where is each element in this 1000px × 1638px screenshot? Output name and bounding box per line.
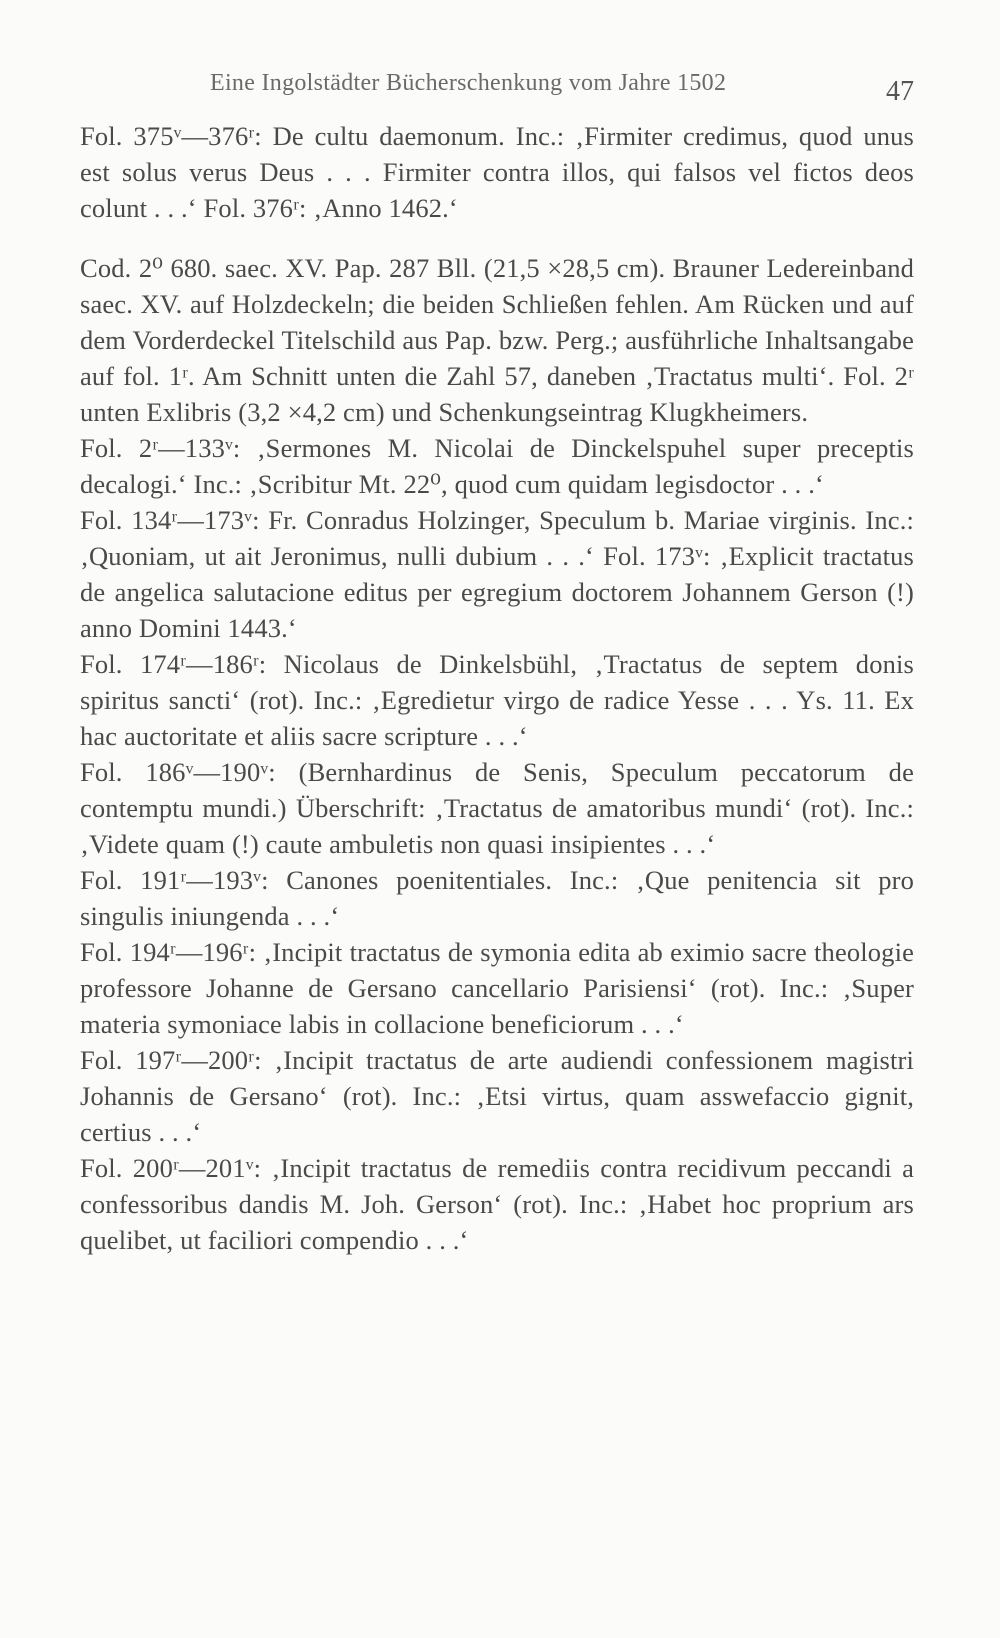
entry-fol-191: Fol. 191ʳ—193ᵛ: Canones poenitentiales. Inc.: ‚Que penitencia sit pro singulis iniungenda . . .‘ — [80, 865, 914, 931]
section-gap — [80, 226, 914, 250]
running-title: Eine Ingolstädter Bücherschenkung vom Jahre 1502 — [210, 70, 727, 96]
entry-fol-186: Fol. 186ᵛ—190ᵛ: (Bernhardinus de Senis, Speculum peccatorum de contemptu mundi.) Überschrift: ‚Tractatus de amatoribus mundi‘ (rot). Inc.: ‚Videte quam (!) caute ambuletis non quasi insipientes . . .‘ — [80, 757, 914, 859]
page-body — [80, 118, 914, 1258]
entry-fol-134: Fol. 134ʳ—173ᵛ: Fr. Conradus Holzinger, Speculum b. Mariae virginis. Inc.: ‚Quoniam, ut ait Jeronimus, nulli dubium . . .‘ Fol. 173ᵛ: ‚Explicit tractatus de angelica salutacione editus per egregium doctorem Johannem Gerson (!) anno Domini 1443.‘ — [80, 505, 914, 643]
entry-fol-174: Fol. 174ʳ—186ʳ: Nicolaus de Dinkelsbühl, ‚Tractatus de septem donis spiritus sancti‘ (rot). Inc.: ‚Egredietur virgo de radice Yesse . . . Ys. 11. Ex hac auctoritate et aliis sacre scripture . . .‘ — [80, 649, 914, 751]
entry-fol-2: Fol. 2ʳ—133ᵛ: ‚Sermones M. Nicolai de Dinckelspuhel super preceptis decalogi.‘ Inc.: ‚Scribitur Mt. 22⁰, quod cum quidam legisdoctor . . .‘ — [80, 433, 914, 499]
entry-fol-200: Fol. 200ʳ—201ᵛ: ‚Incipit tractatus de remediis contra recidivum peccandi a confessoribus dandis M. Joh. Gerson‘ (rot). Inc.: ‚Habet hoc proprium ars quelibet, ut faciliori compendio . . .‘ — [80, 1153, 914, 1255]
entry-fol-375: Fol. 375ᵛ—376ʳ: De cultu daemonum. Inc.: ‚Firmiter credimus, quod unus est solus verus Deus . . . Firmiter contra illos, qui falsos vel fictos deos colunt . . .‘ Fol. 376ʳ: ‚Anno 1462.‘ — [80, 121, 914, 223]
codex-description: Cod. 2⁰ 680. saec. XV. Pap. 287 Bll. (21,5 ×28,5 cm). Brauner Ledereinband saec. XV. auf Holzdeckeln; die beiden Schließen fehlen. Am Rücken und auf dem Vorderdeckel Titelschild aus Pap. bzw. Perg.; ausführliche Inhaltsangabe auf fol. 1ʳ. Am Schnitt unten die Zahl 57, daneben ‚Tractatus multi‘. Fol. 2ʳ unten Exlibris (3,2 ×4,2 cm) und Schenkungseintrag Klugkheimers. — [80, 253, 914, 427]
page-number: 47 — [886, 76, 914, 107]
page-header — [80, 66, 914, 114]
entry-fol-194: Fol. 194ʳ—196ʳ: ‚Incipit tractatus de symonia edita ab eximio sacre theologie professore Johanne de Gersano cancellario Parisiensi‘ (rot). Inc.: ‚Super materia symoniace labis in collacione beneficiorum . . .‘ — [80, 937, 914, 1039]
entry-fol-197: Fol. 197ʳ—200ʳ: ‚Incipit tractatus de arte audiendi confessionem magistri Johannis de Gersano‘ (rot). Inc.: ‚Etsi virtus, quam asswefaccio gignit, certius . . .‘ — [80, 1045, 914, 1147]
